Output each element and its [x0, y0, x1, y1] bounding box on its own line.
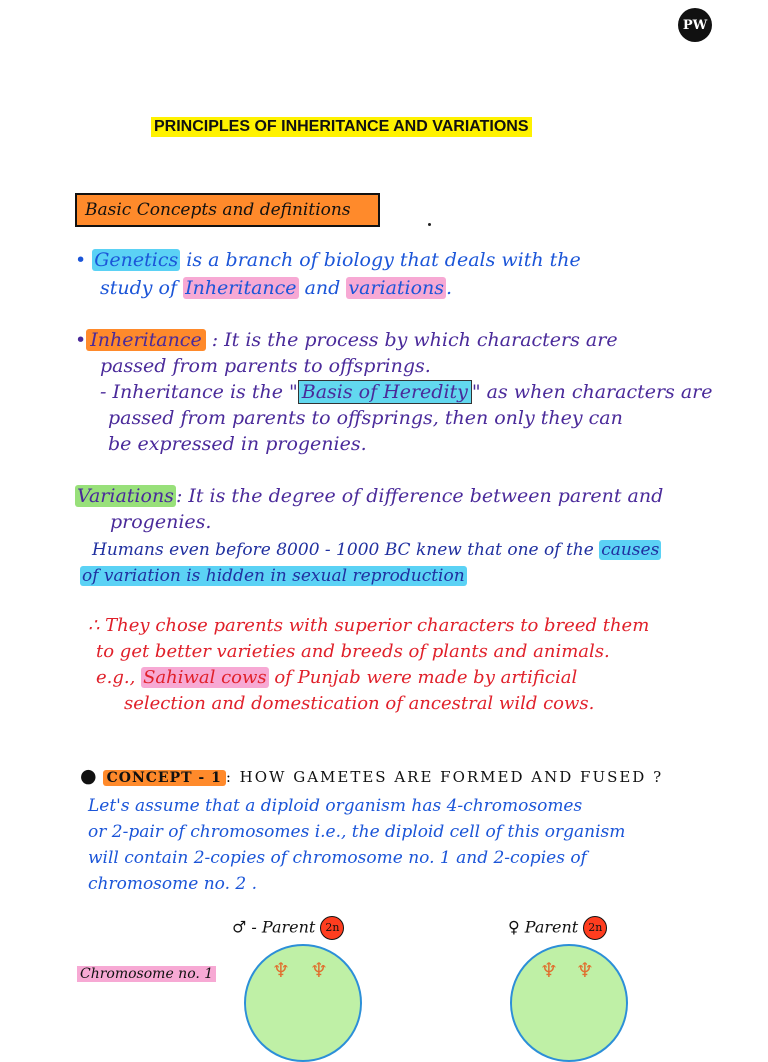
ploidy-badge: 2n — [320, 916, 344, 940]
male-parent-label: ♂ - Parent 2n — [232, 916, 344, 940]
variations-line-3: Humans even before 8000 - 1000 BC knew that one of the causes — [92, 540, 660, 560]
variations-heading: Variations — [77, 485, 174, 507]
genetics-line-2: study of Inheritance and variations . — [100, 277, 453, 299]
bullet-icon: ● — [80, 765, 103, 787]
inheritance-line-1: • Inheritance : It is the process by which characters are — [75, 329, 618, 351]
variations-line-1: Variations : It is the degree of difference between parent and — [77, 485, 664, 507]
inheritance-heading: Inheritance — [86, 329, 205, 351]
genetics-line-1: • Genetics is a branch of biology that deals with the — [75, 249, 581, 271]
variations-line-4 — [80, 564, 467, 588]
heredity-highlight: Basis of Heredity — [298, 380, 472, 404]
pw-logo: PW — [678, 8, 712, 42]
variations-line-2: progenies. — [110, 511, 212, 533]
variations-term: variations — [348, 277, 445, 299]
breeding-line-2: to get better varieties and breeds of plants and animals. — [96, 641, 610, 662]
page-title: PRINCIPLES OF INHERITANCE AND VARIATIONS — [151, 117, 532, 137]
concept-1-heading: ● CONCEPT - 1 : HOW GAMETES ARE FORMED AND FUSED ? — [80, 765, 664, 787]
inheritance-line-2: passed from parents to offsprings. — [100, 355, 431, 377]
sahiwal-highlight: Sahiwal cows — [143, 667, 267, 688]
concept-1-line-3: will contain 2-copies of chromosome no. 1 and 2-copies of — [88, 848, 587, 868]
chromosome-icon: ♆ — [576, 958, 594, 982]
inheritance-line-4: passed from parents to offsprings, then only they can — [108, 407, 623, 429]
chromosome-label: Chromosome no. 1 — [77, 966, 216, 982]
ploidy-badge: 2n — [583, 916, 607, 940]
inheritance-line-5: be expressed in progenies. — [108, 433, 367, 455]
male-diploid-cell — [244, 944, 362, 1062]
concept-badge: CONCEPT - 1 — [103, 770, 226, 786]
bullet-icon: • — [75, 249, 93, 271]
inheritance-line-3: - Inheritance is the " Basis of Heredity " as when characters are — [100, 381, 713, 403]
concept-1-line-1: Let's assume that a diploid organism has 4-chromosomes — [88, 796, 583, 816]
breeding-line-4: selection and domestication of ancestral wild cows. — [124, 693, 595, 714]
female-diploid-cell — [510, 944, 628, 1062]
breeding-line-3: e.g., Sahiwal cows of Punjab were made by artificial — [96, 667, 578, 688]
stray-dot — [428, 223, 431, 226]
section-heading: Basic Concepts and definitions — [75, 193, 380, 227]
female-parent-label: ♀ Parent 2n — [508, 916, 607, 940]
variation-cause-highlight: of variation is hidden in sexual reproduction — [82, 566, 465, 586]
chromosome-icon: ♆ — [272, 958, 290, 982]
breeding-line-1: ∴ They chose parents with superior characters to breed them — [88, 615, 650, 636]
chromosome-icon: ♆ — [310, 958, 328, 982]
concept-1-line-4: chromosome no. 2 . — [88, 874, 258, 894]
inheritance-term: Inheritance — [185, 277, 297, 299]
chromosome-icon: ♆ — [540, 958, 558, 982]
genetics-term: Genetics — [94, 249, 179, 271]
concept-1-line-2: or 2-pair of chromosomes i.e., the diploid cell of this organism — [88, 822, 626, 842]
bullet-icon: • — [75, 329, 87, 351]
causes-highlight: causes — [601, 540, 660, 560]
